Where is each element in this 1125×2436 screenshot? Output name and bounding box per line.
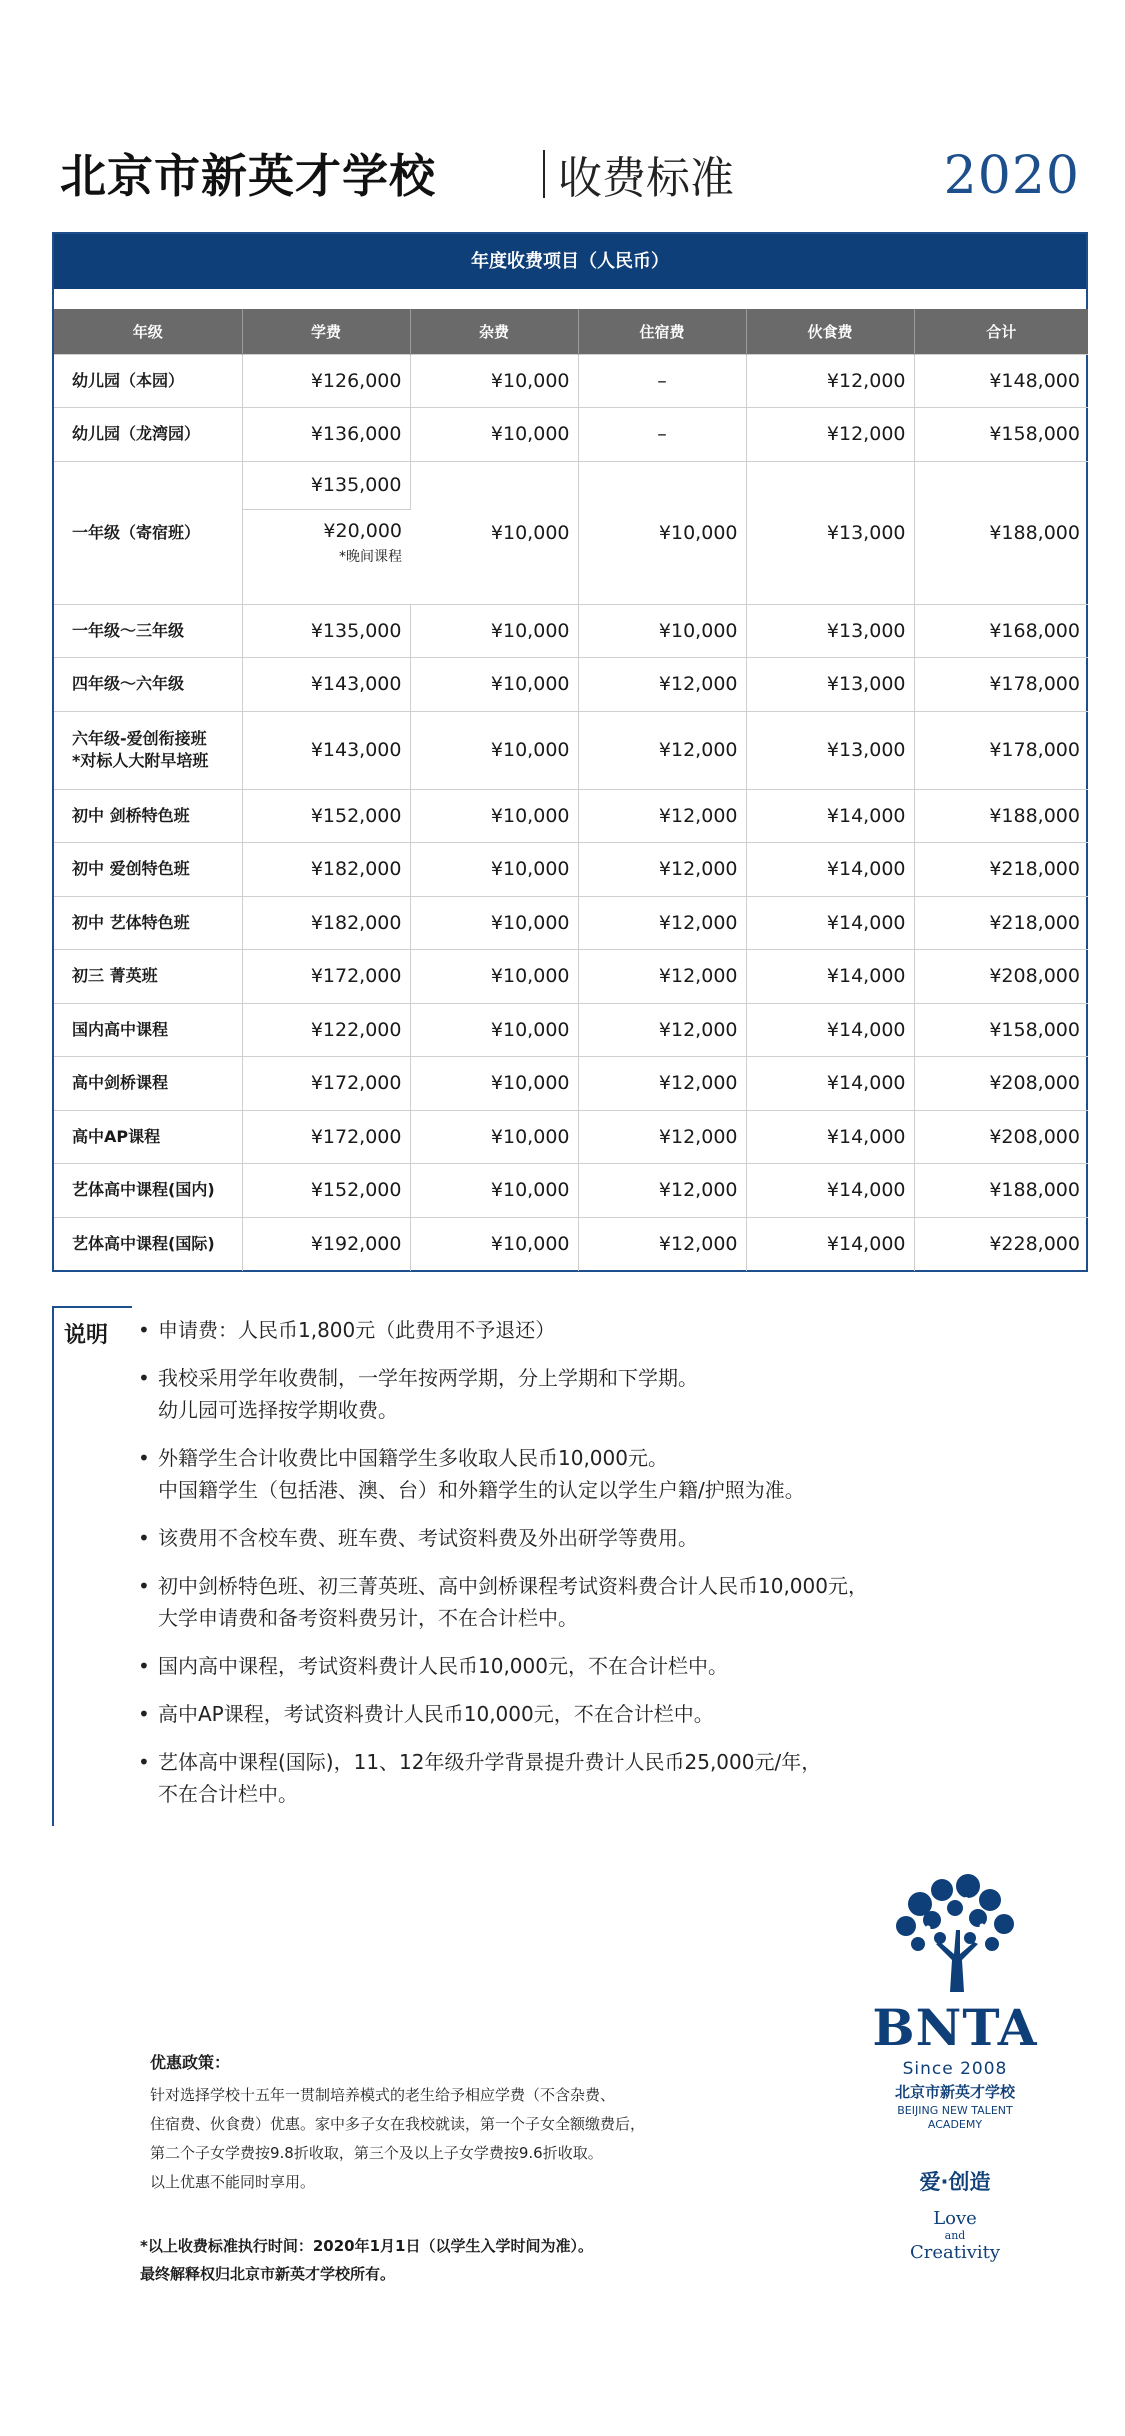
total-cell: ¥178,000 — [914, 658, 1088, 712]
misc-cell: ¥10,000 — [410, 950, 578, 1004]
meals-cell: ¥12,000 — [746, 354, 914, 408]
logo-english-name: BEIJING NEW TALENT ACADEMY — [897, 2104, 1013, 2131]
total-cell: ¥208,000 — [914, 1110, 1088, 1164]
misc-cell: ¥10,000 — [410, 1110, 578, 1164]
note-item: • 我校采用学年收费制，一学年按两学期，分上学期和下学期。 幼儿园可选择按学期收费。 — [138, 1362, 1078, 1426]
table-row — [54, 604, 1088, 658]
grade-cell: 艺体高中课程(国际) — [54, 1217, 242, 1271]
grade-cell: 艺体高中课程(国内) — [54, 1164, 242, 1218]
table-row — [54, 354, 1088, 408]
slogan-creativity: Creativity — [909, 2242, 1001, 2263]
boarding-cell: ¥10,000 — [578, 604, 746, 658]
grade-cell: 初三 菁英班 — [54, 950, 242, 1004]
boarding-cell: ¥12,000 — [578, 1057, 746, 1111]
column-header: 合计 — [914, 309, 1088, 354]
grade-cell: 一年级～三年级 — [54, 604, 242, 658]
grade-line-note: *对标人大附早培班 — [72, 751, 209, 770]
misc-cell: ¥10,000 — [410, 1217, 578, 1271]
discount-line: 住宿费、伙食费）优惠。家中多子女在我校就读，第一个子女全额缴费后， — [150, 2115, 646, 2133]
total-cell: ¥178,000 — [914, 711, 1088, 789]
misc-cell: ¥10,000 — [410, 461, 578, 604]
grade-cell: 初中 剑桥特色班 — [54, 789, 242, 843]
note-item: • 初中剑桥特色班、初三菁英班、高中剑桥课程考试资料费合计人民币10,000元， 大学申请费和备考资料费另计，不在合计栏中。 — [138, 1570, 1078, 1634]
misc-cell: ¥10,000 — [410, 604, 578, 658]
tuition-cell: ¥172,000 — [242, 1057, 410, 1111]
table-row — [54, 711, 1088, 789]
tuition-cell: ¥172,000 — [242, 1110, 410, 1164]
misc-cell: ¥10,000 — [410, 1164, 578, 1218]
column-header: 年级 — [54, 309, 242, 354]
notes-list — [138, 1314, 1078, 1826]
tree-logo-icon — [880, 1864, 1030, 1994]
table-header-row — [54, 309, 1088, 354]
total-cell: ¥188,000 — [914, 1164, 1088, 1218]
boarding-cell: ¥12,000 — [578, 1110, 746, 1164]
note-item: • 高中AP课程，考试资料费计人民币10,000元，不在合计栏中。 — [138, 1698, 1078, 1730]
total-cell: ¥188,000 — [914, 789, 1088, 843]
discount-body — [150, 2081, 730, 2197]
grade-cell: 一年级（寄宿班） — [54, 461, 242, 604]
misc-cell: ¥10,000 — [410, 658, 578, 712]
misc-cell: ¥10,000 — [410, 408, 578, 462]
notes-bracket — [52, 1306, 132, 1826]
tuition-cell: ¥143,000 — [242, 658, 410, 712]
page-subtitle: 收费标准 — [558, 153, 734, 204]
tuition-cell: ¥172,000 — [242, 950, 410, 1004]
misc-cell: ¥10,000 — [410, 354, 578, 408]
notes-label: 说明 — [64, 1323, 109, 1348]
table-row — [54, 1217, 1088, 1271]
discount-line: 第二个子女学费按9.8折收取，第三个及以上子女学费按9.6折收取。 — [150, 2144, 603, 2162]
discount-line: 针对选择学校十五年一贯制培养模式的老生给予相应学费（不含杂费、 — [150, 2086, 616, 2104]
boarding-cell: ¥12,000 — [578, 1217, 746, 1271]
evening-course-cell — [242, 509, 410, 604]
meals-cell: ¥14,000 — [746, 896, 914, 950]
grade-cell: 四年级～六年级 — [54, 658, 242, 712]
meals-cell: ¥14,000 — [746, 1164, 914, 1218]
boarding-cell: – — [578, 354, 746, 408]
column-header: 住宿费 — [578, 309, 746, 354]
total-cell: ¥218,000 — [914, 896, 1088, 950]
meals-cell: ¥14,000 — [746, 1057, 914, 1111]
misc-cell: ¥10,000 — [410, 789, 578, 843]
column-header: 杂费 — [410, 309, 578, 354]
table-row — [54, 658, 1088, 712]
table-row — [54, 1164, 1088, 1218]
boarding-cell: ¥12,000 — [578, 658, 746, 712]
grade-cell: 高中剑桥课程 — [54, 1057, 242, 1111]
school-title: 北京市新英才学校 — [60, 149, 436, 203]
table-row — [54, 896, 1088, 950]
tuition-cell: ¥143,000 — [242, 711, 410, 789]
meals-cell: ¥12,000 — [746, 408, 914, 462]
total-cell: ¥208,000 — [914, 1057, 1088, 1111]
table-row — [54, 789, 1088, 843]
fee-table — [52, 232, 1088, 1272]
meals-cell: ¥14,000 — [746, 1110, 914, 1164]
boarding-cell: – — [578, 408, 746, 462]
meals-cell: ¥13,000 — [746, 711, 914, 789]
boarding-cell: ¥10,000 — [578, 461, 746, 604]
table-row — [54, 1003, 1088, 1057]
grade-cell: 幼儿园（龙湾园） — [54, 408, 242, 462]
meals-cell: ¥14,000 — [746, 1003, 914, 1057]
table-row — [54, 1057, 1088, 1111]
since-label: Since 2008 — [902, 2059, 1008, 2079]
slogan-love: Love — [933, 2208, 977, 2229]
boarding-cell: ¥12,000 — [578, 896, 746, 950]
meals-cell: ¥13,000 — [746, 604, 914, 658]
boarding-cell: ¥12,000 — [578, 950, 746, 1004]
note-item: • 外籍学生合计收费比中国籍学生多收取人民币10,000元。 中国籍学生（包括港、澳、台）和外籍学生的认定以学生户籍/护照为准。 — [138, 1442, 1078, 1506]
note-item: • 申请费：人民币1,800元（此费用不予退还） — [138, 1314, 1078, 1346]
table-caption: 年度收费项目（人民币） — [54, 234, 1086, 289]
title-divider — [543, 150, 545, 198]
grade-cell: 国内高中课程 — [54, 1003, 242, 1057]
misc-cell: ¥10,000 — [410, 896, 578, 950]
tuition-cell: ¥126,000 — [242, 354, 410, 408]
misc-cell: ¥10,000 — [410, 711, 578, 789]
tuition-cell: ¥182,000 — [242, 843, 410, 897]
discount-policy — [150, 2050, 730, 2197]
boarding-cell: ¥12,000 — [578, 843, 746, 897]
caption-gap — [54, 289, 1086, 309]
grade-cell: 高中AP课程 — [54, 1110, 242, 1164]
evening-course-fee: ¥20,000 — [323, 519, 402, 542]
total-cell: ¥188,000 — [914, 461, 1088, 604]
total-cell: ¥168,000 — [914, 604, 1088, 658]
misc-cell: ¥10,000 — [410, 843, 578, 897]
effective-date-note: *以上收费标准执行时间：2020年1月1日（以学生入学时间为准）。 — [140, 2237, 593, 2255]
grade-cell — [54, 711, 242, 789]
column-header: 伙食费 — [746, 309, 914, 354]
brand-name: BNTA — [872, 1998, 1038, 2057]
table-row — [54, 1110, 1088, 1164]
note-item: • 国内高中课程，考试资料费计人民币10,000元，不在合计栏中。 — [138, 1650, 1078, 1682]
total-cell: ¥148,000 — [914, 354, 1088, 408]
tuition-cell: ¥152,000 — [242, 1164, 410, 1218]
table-row — [54, 408, 1088, 462]
tuition-cell: ¥136,000 — [242, 408, 410, 462]
grade-cell: 初中 爱创特色班 — [54, 843, 242, 897]
meals-cell: ¥13,000 — [746, 658, 914, 712]
boarding-cell: ¥12,000 — [578, 789, 746, 843]
rights-note: 最终解释权归北京市新英才学校所有。 — [140, 2265, 396, 2283]
year-label: 2020 — [943, 146, 1080, 206]
tuition-cell: ¥182,000 — [242, 896, 410, 950]
meals-cell: ¥14,000 — [746, 1217, 914, 1271]
total-cell: ¥228,000 — [914, 1217, 1088, 1271]
grade-cell: 幼儿园（本园） — [54, 354, 242, 408]
grade-cell: 初中 艺体特色班 — [54, 896, 242, 950]
evening-course-note: *晚间课程 — [339, 548, 402, 565]
boarding-cell: ¥12,000 — [578, 711, 746, 789]
notes-section — [52, 1306, 1088, 1828]
logo-chinese-name: 北京市新英才学校 — [894, 2083, 1015, 2101]
meals-cell: ¥14,000 — [746, 843, 914, 897]
grade-line: 六年级-爱创衔接班 — [72, 729, 207, 748]
meals-cell: ¥13,000 — [746, 461, 914, 604]
total-cell: ¥158,000 — [914, 1003, 1088, 1057]
misc-cell: ¥10,000 — [410, 1057, 578, 1111]
column-header: 学费 — [242, 309, 410, 354]
note-item: • 该费用不含校车费、班车费、考试资料费及外出研学等费用。 — [138, 1522, 1078, 1554]
total-cell: ¥218,000 — [914, 843, 1088, 897]
page-header — [60, 140, 1080, 210]
school-logo — [870, 1864, 1040, 2284]
discount-line: 以上优惠不能同时享用。 — [150, 2173, 316, 2191]
boarding-cell: ¥12,000 — [578, 1003, 746, 1057]
tuition-cell: ¥135,000 — [242, 604, 410, 658]
meals-cell: ¥14,000 — [746, 950, 914, 1004]
tuition-cell: ¥192,000 — [242, 1217, 410, 1271]
tuition-cell: ¥122,000 — [242, 1003, 410, 1057]
fee-grid — [54, 309, 1088, 1271]
misc-cell: ¥10,000 — [410, 1003, 578, 1057]
boarding-cell: ¥12,000 — [578, 1164, 746, 1218]
slogan-and: and — [944, 2229, 966, 2242]
total-cell: ¥158,000 — [914, 408, 1088, 462]
tuition-cell: ¥135,000 — [242, 461, 410, 509]
meals-cell: ¥14,000 — [746, 789, 914, 843]
footer-note — [140, 2232, 760, 2288]
table-row — [54, 843, 1088, 897]
discount-title: 优惠政策： — [150, 2053, 231, 2072]
slogan-chinese: 爱·创造 — [919, 2170, 991, 2194]
note-item: • 艺体高中课程(国际)，11、12年级升学背景提升费计人民币25,000元/年， 不在合计栏中。 — [138, 1746, 1078, 1810]
tuition-cell: ¥152,000 — [242, 789, 410, 843]
table-row — [54, 461, 1088, 509]
table-row — [54, 950, 1088, 1004]
total-cell: ¥208,000 — [914, 950, 1088, 1004]
